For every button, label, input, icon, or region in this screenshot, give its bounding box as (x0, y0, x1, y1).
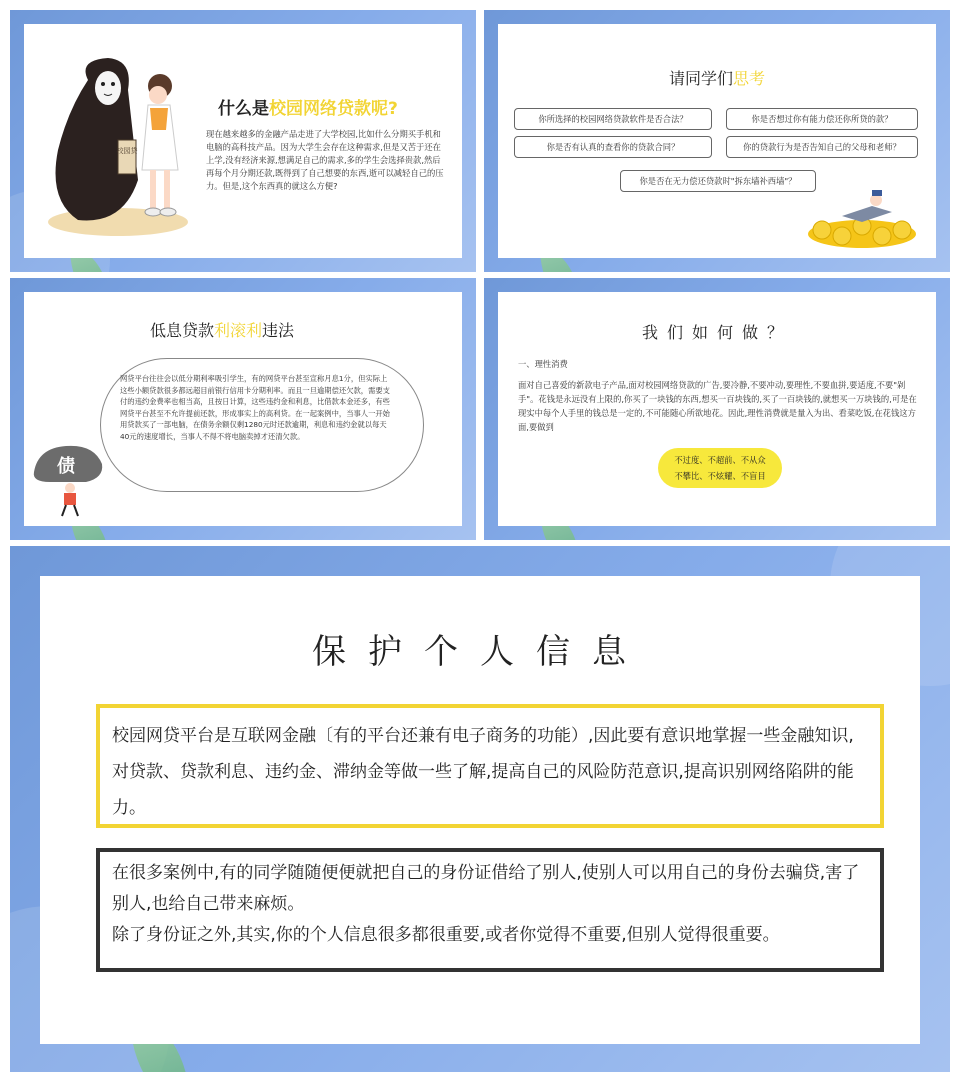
title-highlight: 思考 (733, 69, 766, 88)
question-box: 你是否想过你有能力偿还你所贷的款？ (726, 108, 918, 130)
title-main: 低息贷款 (150, 321, 215, 340)
title-end: 违法 (262, 321, 295, 340)
section-subtitle: 一、理性消费 (518, 359, 568, 369)
question-box: 你的贷款行为是否告知自己的父母和老师？ (726, 136, 918, 158)
coins-pile-illustration (802, 186, 922, 250)
slide-title: 保护个人信息 (312, 632, 648, 672)
slide-title: 我们如何做？ (641, 323, 792, 342)
slide-title (484, 66, 950, 89)
yellow-info-box: 校园网贷平台是互联网金融〔有的平台还兼有电子商务的功能）,因此要有意识地掌握一些金融知识,对贷款、贷款利息、违约金、滞纳金等做一些了解,提高自己的风险防范意识,提高识别网络陷阱的能力。 (96, 704, 884, 828)
loan-sign: 校园贷 (116, 147, 138, 155)
info-paragraph: 除了身份证之外,其实,你的个人信息很多都很重要,或者你觉得不重要,但别人觉得很重要。 (112, 925, 780, 945)
question-box: 你是否有认真的查看你的贷款合同？ (514, 136, 712, 158)
slide-think-questions (484, 10, 950, 272)
debt-label: 债 (57, 456, 75, 477)
slide-body-text: 面对自己喜爱的新款电子产品,面对校园网络贷款的广告,要冷静,不要冲动,要理性,不要血拼,要适度,不要"剁手"。花钱是永远没有上限的,你买了一块钱的东西,想买一百块钱的,买了一百块钱的,就想买一万块钱的,可是在现实中每个人手里的钱总是一定的,不可能随心所欲地花。因此,理性消费就是量入为出、看菜吃饭,在花钱这方面,要做到 (518, 380, 917, 432)
slide-what-should-we-do (484, 278, 950, 540)
info-paragraph: 在很多案例中,有的同学随随便便就把自己的身份证借给了别人,使别人可以用自己的身份去骗贷,害了别人,也给自己带来麻烦。 (112, 863, 860, 914)
slide-title (218, 94, 398, 119)
title-main: 什么是 (218, 99, 269, 119)
debt-rock-person-illustration (30, 438, 110, 518)
slide-protect-personal-info (10, 546, 950, 1072)
question-box: 你所选择的校园网络贷款软件是否合法？ (514, 108, 712, 130)
pill-line: 不攀比、不炫耀、不盲目 (674, 471, 766, 481)
slide-body-text: 现在越来越多的金融产品走进了大学校园,比如什么分期买手机和电脑的高科技产品。因为大学生会存在这种需求,但是又苦于还在上学,没有经济来源,想满足自己的需求,多的学生会选择贵款,然后再每个月分期还款,既得到了自己想要的东西,逝可以减轻自己的压力。但是,这个东西真的就这么方便? (206, 129, 444, 191)
question-box: 你是否在无力偿还贷款时"拆东墙补西墙"？ (620, 170, 816, 192)
title-main: 请同学们 (668, 69, 733, 88)
title-highlight: 校园网络贷款呢? (269, 99, 398, 119)
slide-title (150, 318, 294, 341)
dark-info-box (96, 848, 884, 972)
pill-line: 不过度、不超前、不从众 (674, 455, 766, 465)
slide-what-is-campus-loan (10, 10, 476, 272)
slide-low-interest-loans (10, 278, 476, 540)
faceless-ghost-and-girl-illustration (38, 50, 198, 240)
title-highlight: 利滚利 (214, 321, 263, 340)
slide-body-text: 网贷平台往往会以低分期利率吸引学生，有的网贷平台甚至宣称月息1分，但实际上这些小额贷款很多都远超目前银行信用卡分期利率。而且一旦逾期偿还欠款，需要支付的违约金费率也相当高，且按日计算，这些违约金和利息，比借款本金还多，有些网贷平台甚至不允许提前还款，形成事实上的高利贷。在一起案例中，当事人一开始用贷款买了一部电脑，在债务余额仅剩1280元时还款逾期，利息和违约金就以每天40元的速度增长，当事人不得不将电脑卖掉才还清欠款。 (120, 374, 390, 441)
principles-pill (658, 448, 782, 488)
